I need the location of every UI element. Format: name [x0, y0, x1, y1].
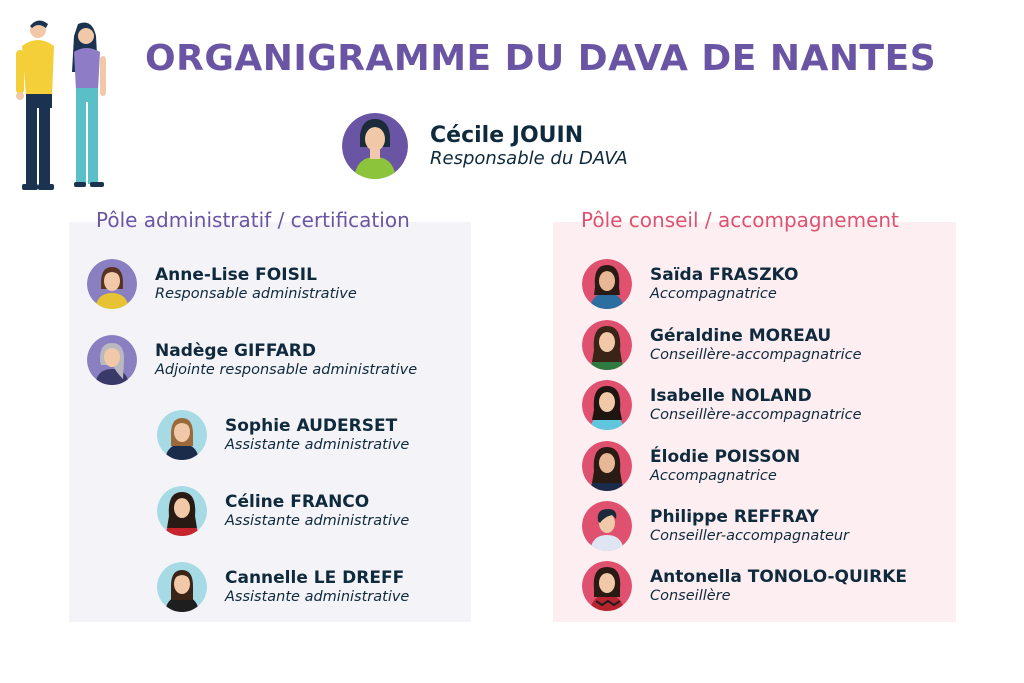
- avatar-icon: [87, 259, 137, 309]
- person-name: Élodie POISSON: [650, 447, 801, 467]
- person-name: Céline FRANCO: [225, 492, 370, 512]
- person-name: Antonella TONOLO-QUIRKE: [650, 567, 907, 587]
- avatar-icon: [582, 441, 632, 491]
- person-role: Accompagnatrice: [650, 286, 777, 302]
- person-card: [582, 441, 800, 491]
- person-card: [582, 320, 862, 370]
- person-card: [582, 501, 849, 551]
- head-role: Responsable du DAVA: [430, 148, 628, 169]
- person-card: [157, 410, 409, 460]
- person-name: Isabelle NOLAND: [650, 386, 812, 406]
- person-card: [582, 561, 907, 611]
- person-name: Nadège GIFFARD: [155, 341, 316, 361]
- avatar-icon: [582, 320, 632, 370]
- person-name: Anne-Lise FOISIL: [155, 265, 317, 285]
- person-card: [582, 380, 862, 430]
- person-role: Assistante administrative: [225, 589, 410, 605]
- person-role: Conseillère: [650, 588, 731, 604]
- person-name: Géraldine MOREAU: [650, 326, 832, 346]
- page-title: ORGANIGRAMME DU DAVA DE NANTES: [145, 38, 937, 79]
- person-card: [87, 335, 417, 385]
- avatar-icon: [582, 561, 632, 611]
- avatar-icon: [582, 380, 632, 430]
- person-name: Sophie AUDERSET: [225, 416, 398, 436]
- person-name: Cannelle LE DREFF: [225, 568, 405, 588]
- person-role: Conseillère-accompagnatrice: [650, 407, 862, 423]
- person-card: [87, 259, 357, 309]
- avatar-icon: [342, 113, 408, 179]
- avatar-icon: [582, 501, 632, 551]
- pole-conseil-title: Pôle conseil / accompagnement: [581, 208, 899, 232]
- avatar-icon: [157, 410, 207, 460]
- person-role: Accompagnatrice: [650, 468, 777, 484]
- person-role: Assistante administrative: [225, 437, 410, 453]
- person-name: Philippe REFFRAY: [650, 507, 819, 527]
- person-role: Conseillère-accompagnatrice: [650, 347, 862, 363]
- person-role: Assistante administrative: [225, 513, 410, 529]
- person-name: Saïda FRASZKO: [650, 265, 799, 285]
- person-role: Adjointe responsable administrative: [155, 362, 418, 378]
- pole-admin-title: Pôle administratif / certification: [96, 208, 410, 232]
- people-illustration: [8, 16, 118, 196]
- person-card: [157, 486, 409, 536]
- avatar-icon: [157, 562, 207, 612]
- person-role: Conseiller-accompagnateur: [650, 528, 850, 544]
- avatar-icon: [157, 486, 207, 536]
- head-name: Cécile JOUIN: [430, 123, 584, 148]
- person-role: Responsable administrative: [155, 286, 357, 302]
- avatar-icon: [582, 259, 632, 309]
- person-card: [582, 259, 798, 309]
- avatar-icon: [87, 335, 137, 385]
- person-card: [157, 562, 409, 612]
- head-person: [342, 113, 628, 179]
